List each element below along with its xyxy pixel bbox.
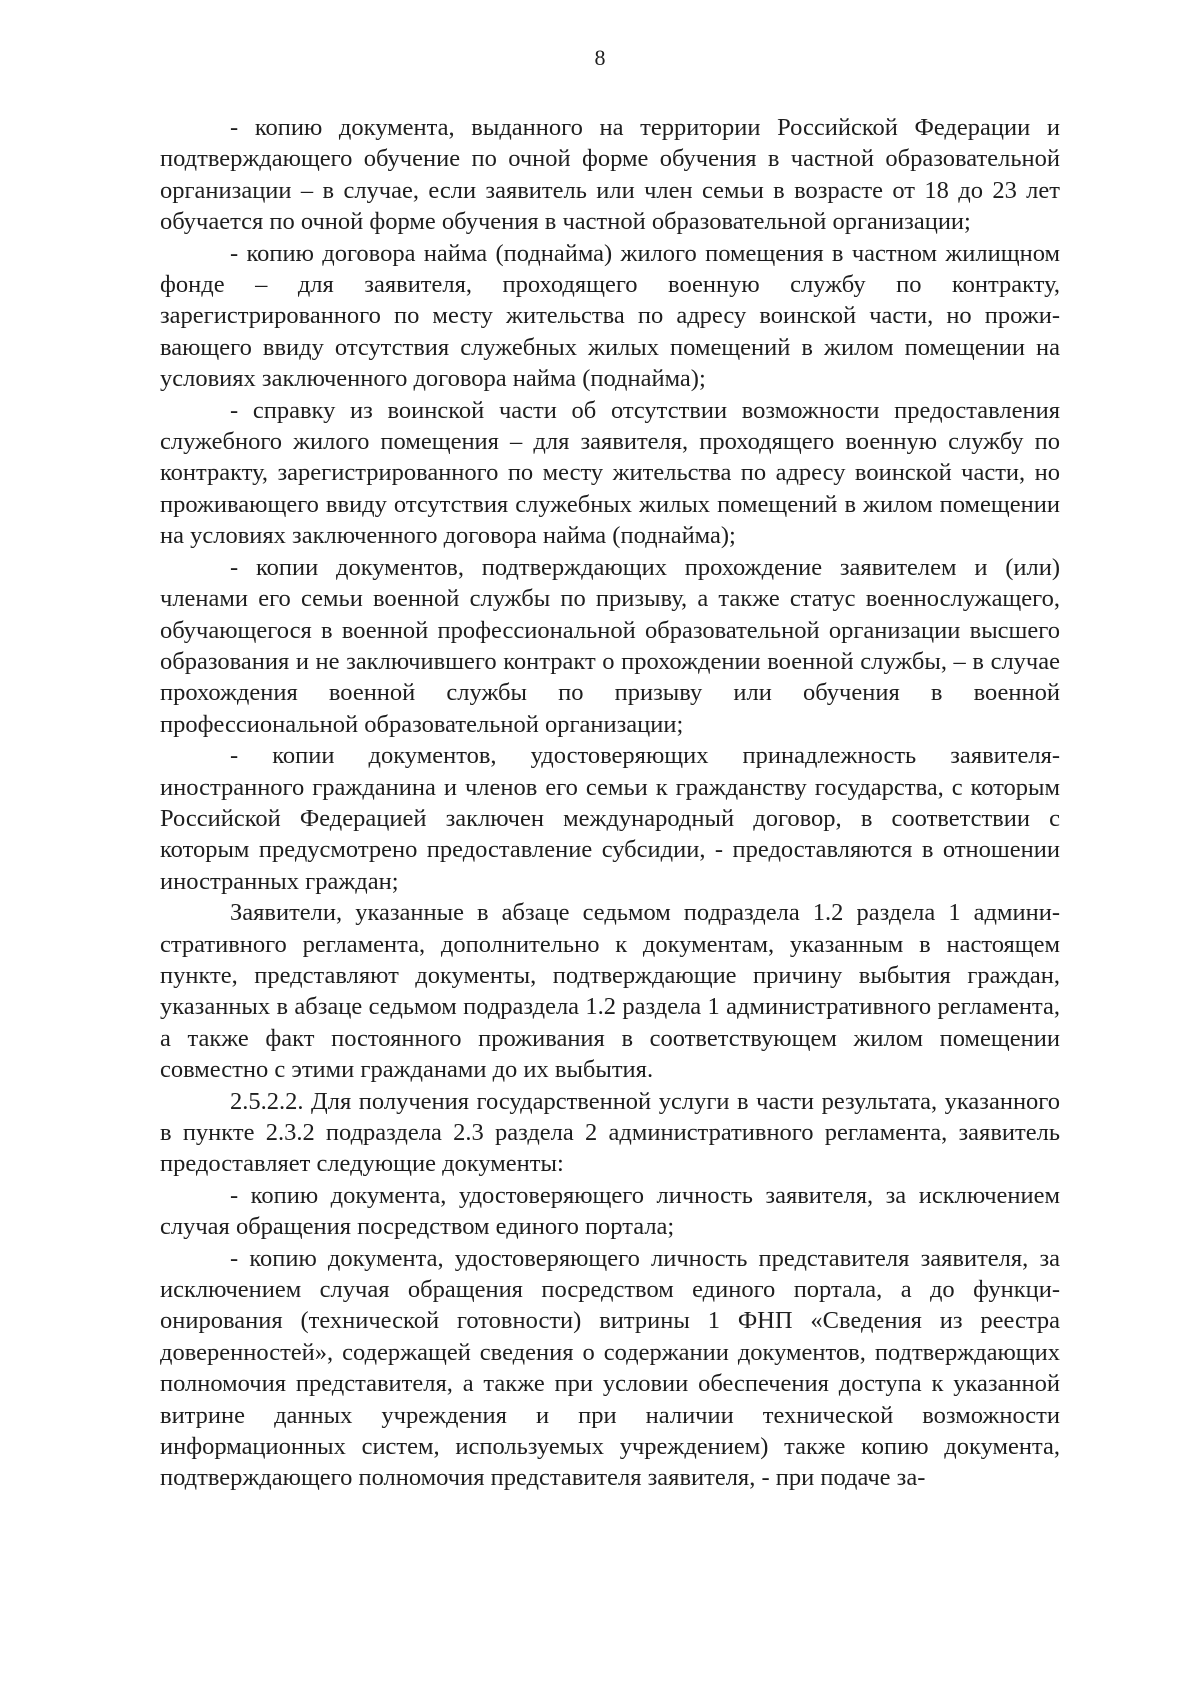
paragraph-applicants-section-1-2: Заявители, указанные в абзаце седьмом подраздела 1.2 раздела 1 административного регламента, дополнительно к документам, указанным в настоящем пункте, представляют документы, подтверждающие причину выбытия граждан, указанных в абзаце седьмом подраздела 1.2 раздела 1 административного регламента, а также факт постоянного проживания в соответствующем жилом помещении совместно с этими гражданами до их выбытия.	[160, 899, 1060, 1084]
paragraph-applicant-identity-document: - копию документа, удостоверяющего личность заявителя, за исключением случая обращения посредством единого портала;	[160, 1181, 1060, 1241]
paragraph-lease-agreement: - копию договора найма (поднайма) жилого помещения в частном жилищном фонде – для заявителя, проходящего военную службу по контракту, зарегистрированного по месту жительства по адресу воинской части, но проживающего ввиду отсутствия служебных жилых помещений в жилом помещении на условиях заключенного договора найма (поднайма);	[160, 239, 1060, 393]
paragraph-military-service-documents: - копии документов, подтверждающих прохождение заявителем и (или) членами его семьи военной службы по призыву, а также статус военнослужащего, обучающегося в военной профессиональной образовательной организации высшего образования и не заключившего контракт о прохождении военной службы, – в случае прохождения военной службы по призыву или обучения в военной профессиональной образовательной организации;	[160, 553, 1060, 738]
document-body	[160, 112, 1060, 1494]
paragraph-clause-2-5-2-2: 2.5.2.2. Для получения государственной услуги в части результата, указанного в пункте 2.3.2 подраздела 2.3 раздела 2 административного регламента, заявитель предоставляет следующие документы:	[160, 1087, 1060, 1178]
paragraph-representative-identity-document: - копию документа, удостоверяющего личность представителя заявителя, за исключением случая обращения посредством единого портала, а до функционирования (технической готовности) витрины 1 ФНП «Сведения из реестра доверенностей», содержащей сведения о содержании документов, подтверждающих полномочия представителя, а также при условии обеспечения доступа к указанной витрине данных учреждения и при наличии технической возможности информационных систем, используемых учреждением) также копию документа, подтверждающего полномочия представителя заявителя, - при подаче за-	[160, 1244, 1060, 1492]
paragraph-education-certificate: - копию документа, выданного на территории Российской Федерации и подтверждающего обучение по очной форме обучения в частной образовательной организации – в случае, если заявитель или член семьи в возрасте от 18 до 23 лет обучается по очной форме обучения в частной образовательной организации;	[160, 114, 1060, 236]
paragraph-foreign-citizenship-documents: - копии документов, удостоверяющих принадлежность заявителя-иностранного гражданина и членов его семьи к гражданству государства, с которым Российской Федерацией заключен международный договор, в соответствии с которым предусмотрено предоставление субсидии, - предоставляются в отношении иностранных граждан;	[160, 742, 1060, 895]
page-number: 8	[594, 45, 606, 70]
paragraph-military-unit-certificate: - справку из воинской части об отсутствии возможности предоставления служебного жилого помещения – для заявителя, проходящего военную службу по контракту, зарегистрированного по месту жительства по адресу воинской части, но проживающего ввиду отсутствия служебных жилых помещений в жилом помещении на условиях заключенного договора найма (поднайма);	[160, 396, 1060, 550]
